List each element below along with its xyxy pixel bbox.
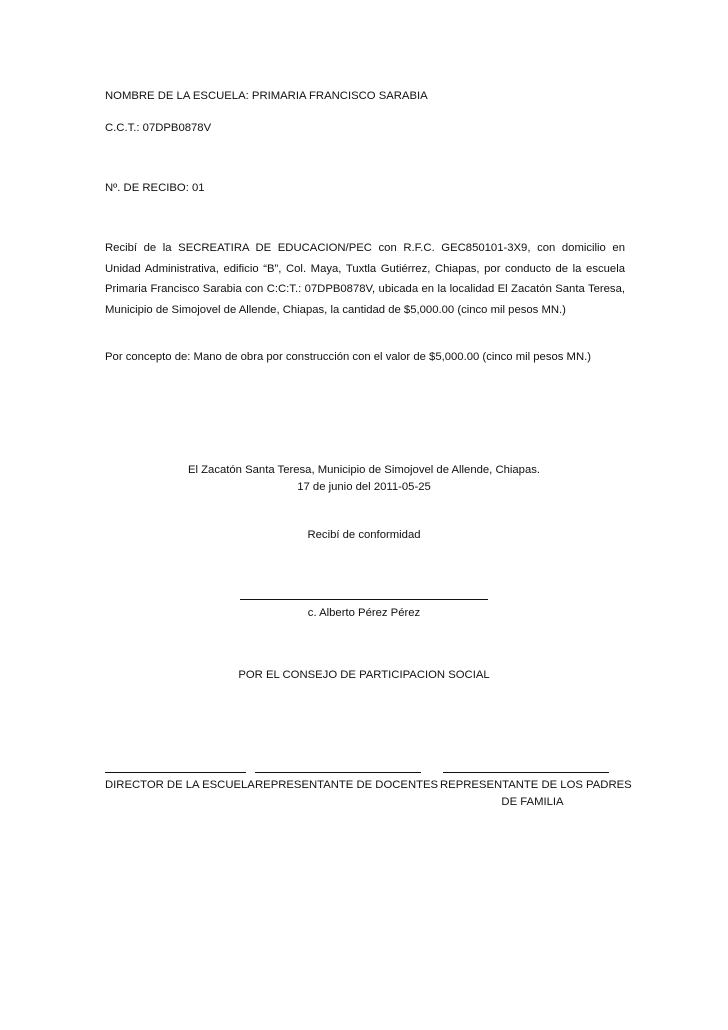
receipt-number-line: Nº. DE RECIBO: 01 xyxy=(105,182,205,194)
teachers-rep-signature-line xyxy=(255,772,421,773)
parents-rep-label-line2: DE FAMILIA xyxy=(501,796,564,808)
cct-line: C.C.T.: 07DPB0878V xyxy=(105,122,212,134)
council-label: POR EL CONSEJO DE PARTICIPACION SOCIAL xyxy=(238,669,490,681)
parents-rep-label-line1: REPRESENTANTE DE LOS PADRES xyxy=(440,779,632,791)
date-line: 17 de junio del 2011-05-25 xyxy=(297,481,431,493)
signer-signature-line xyxy=(240,599,488,600)
director-label: DIRECTOR DE LA ESCUELA xyxy=(105,779,255,791)
concept-paragraph: Por concepto de: Mano de obra por construcción con el valor de $5,000.00 (cinco mil pesos MN.) xyxy=(105,351,592,363)
body-paragraph: Recibí de la SECREATIRA DE EDUCACION/PEC con R.F.C. GEC850101-3X9, con domicilio en Unidad Administrativa, edificio “B”, Col. Maya, Tuxtla Gutiérrez, Chiapas, por conducto de la escuela Primaria Francisco Sarabia con C:C:T.: 07DPB0878V, ubicada en la localidad El Zacatón Santa Teresa, Municipio de Simojovel de Allende, Chiapas, la cantidad de $5,000.00 (cinco mil pesos MN.) xyxy=(105,242,625,316)
parents-rep-signature-line xyxy=(443,772,609,773)
concept-paragraph-block xyxy=(105,347,625,368)
signer-name: c. Alberto Pérez Pérez xyxy=(307,607,421,619)
place-line: El Zacatón Santa Teresa, Municipio de Simojovel de Allende, Chiapas. xyxy=(187,464,541,476)
school-name-line: NOMBRE DE LA ESCUELA: PRIMARIA FRANCISCO SARABIA xyxy=(105,90,428,102)
conformity-label: Recibí de conformidad xyxy=(307,529,421,541)
body-paragraph-block xyxy=(105,238,625,320)
teachers-rep-label: REPRESENTANTE DE DOCENTES xyxy=(255,779,439,791)
director-signature-line xyxy=(105,772,246,773)
